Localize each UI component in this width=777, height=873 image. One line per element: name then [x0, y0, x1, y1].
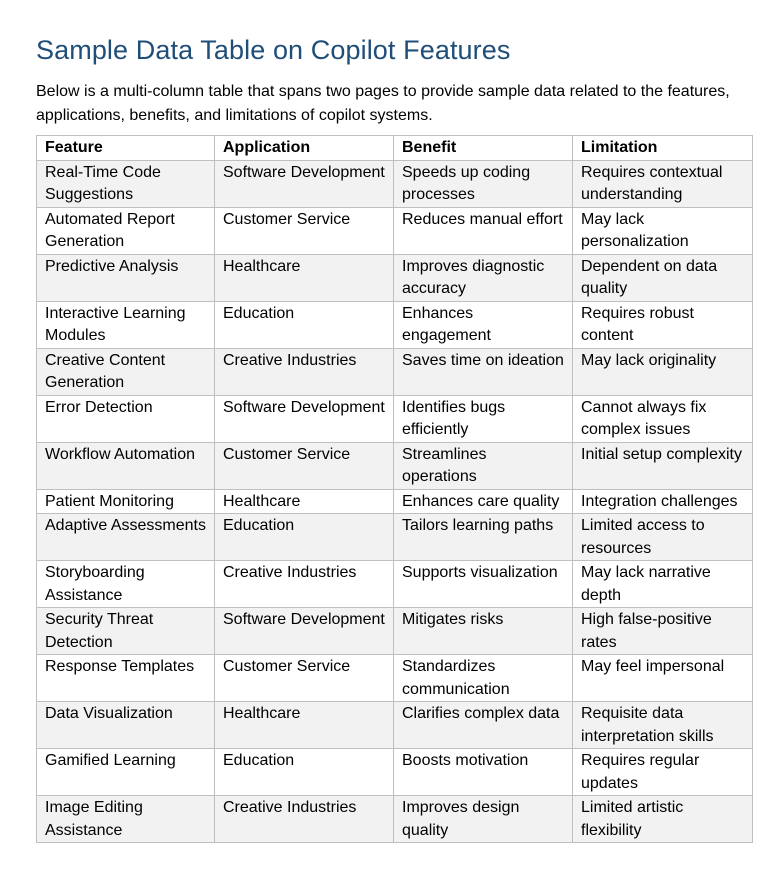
- document-title: Sample Data Table on Copilot Features: [36, 35, 511, 65]
- table-row: [37, 207, 753, 254]
- cell-benefit: Tailors learning paths: [394, 514, 573, 561]
- table-row: [37, 395, 753, 442]
- cell-benefit: Mitigates risks: [394, 608, 573, 655]
- cell-benefit: Standardizes communication: [394, 655, 573, 702]
- header-limitation: Limitation: [573, 136, 753, 161]
- cell-benefit: Streamlines operations: [394, 442, 573, 489]
- cell-feature: Response Templates: [37, 655, 215, 702]
- table-row: [37, 489, 753, 514]
- table-row: [37, 348, 753, 395]
- table-row: [37, 254, 753, 301]
- cell-application: Software Development: [215, 608, 394, 655]
- cell-application: Customer Service: [215, 442, 394, 489]
- table-row: [37, 160, 753, 207]
- cell-application: Software Development: [215, 395, 394, 442]
- cell-feature: Predictive Analysis: [37, 254, 215, 301]
- cell-feature: Image Editing Assistance: [37, 796, 215, 843]
- table-row: [37, 608, 753, 655]
- cell-feature: Workflow Automation: [37, 442, 215, 489]
- cell-feature: Automated Report Generation: [37, 207, 215, 254]
- cell-limitation: Limited access to resources: [573, 514, 753, 561]
- cell-application: Healthcare: [215, 702, 394, 749]
- cell-benefit: Clarifies complex data: [394, 702, 573, 749]
- cell-application: Software Development: [215, 160, 394, 207]
- table-row: [37, 702, 753, 749]
- cell-application: Customer Service: [215, 655, 394, 702]
- table-row: [37, 796, 753, 843]
- cell-application: Creative Industries: [215, 561, 394, 608]
- cell-feature: Security Threat Detection: [37, 608, 215, 655]
- cell-limitation: Requires regular updates: [573, 749, 753, 796]
- document-page: [36, 30, 752, 843]
- cell-feature: Adaptive Assessments: [37, 514, 215, 561]
- cell-benefit: Enhances engagement: [394, 301, 573, 348]
- table-row: [37, 514, 753, 561]
- copilot-features-table: [36, 135, 753, 843]
- cell-feature: Data Visualization: [37, 702, 215, 749]
- cell-benefit: Improves design quality: [394, 796, 573, 843]
- cell-application: Healthcare: [215, 254, 394, 301]
- cell-application: Customer Service: [215, 207, 394, 254]
- cell-benefit: Enhances care quality: [394, 489, 573, 514]
- cell-feature: Interactive Learning Modules: [37, 301, 215, 348]
- cell-benefit: Boosts motivation: [394, 749, 573, 796]
- cell-benefit: Supports visualization: [394, 561, 573, 608]
- cell-limitation: Requisite data interpretation skills: [573, 702, 753, 749]
- table-row: [37, 655, 753, 702]
- cell-application: Education: [215, 301, 394, 348]
- table-row: [37, 749, 753, 796]
- cell-limitation: Cannot always fix complex issues: [573, 395, 753, 442]
- cell-application: Creative Industries: [215, 348, 394, 395]
- cell-application: Healthcare: [215, 489, 394, 514]
- cell-limitation: High false-positive rates: [573, 608, 753, 655]
- cell-limitation: Limited artistic flexibility: [573, 796, 753, 843]
- table-row: [37, 561, 753, 608]
- header-application: Application: [215, 136, 394, 161]
- cell-benefit: Speeds up coding processes: [394, 160, 573, 207]
- table-row: [37, 442, 753, 489]
- table-row: [37, 301, 753, 348]
- cell-feature: Creative Content Generation: [37, 348, 215, 395]
- cell-limitation: May lack narrative depth: [573, 561, 753, 608]
- cell-limitation: Initial setup complexity: [573, 442, 753, 489]
- cell-limitation: May feel impersonal: [573, 655, 753, 702]
- cell-limitation: Requires contextual understanding: [573, 160, 753, 207]
- cell-limitation: May lack originality: [573, 348, 753, 395]
- cell-benefit: Improves diagnostic accuracy: [394, 254, 573, 301]
- cell-application: Education: [215, 749, 394, 796]
- table-header-row: [37, 136, 753, 161]
- cell-feature: Real-Time Code Suggestions: [37, 160, 215, 207]
- cell-limitation: Dependent on data quality: [573, 254, 753, 301]
- cell-limitation: Requires robust content: [573, 301, 753, 348]
- header-benefit: Benefit: [394, 136, 573, 161]
- cell-application: Education: [215, 514, 394, 561]
- cell-benefit: Identifies bugs efficiently: [394, 395, 573, 442]
- header-feature: Feature: [37, 136, 215, 161]
- intro-paragraph: Below is a multi-column table that spans two pages to provide sample data related to the features, applications, benefits, and limitations of copilot systems.: [36, 83, 730, 124]
- cell-feature: Patient Monitoring: [37, 489, 215, 514]
- cell-application: Creative Industries: [215, 796, 394, 843]
- cell-feature: Gamified Learning: [37, 749, 215, 796]
- cell-limitation: May lack personalization: [573, 207, 753, 254]
- cell-feature: Error Detection: [37, 395, 215, 442]
- cell-limitation: Integration challenges: [573, 489, 753, 514]
- cell-benefit: Saves time on ideation: [394, 348, 573, 395]
- cell-benefit: Reduces manual effort: [394, 207, 573, 254]
- cell-feature: Storyboarding Assistance: [37, 561, 215, 608]
